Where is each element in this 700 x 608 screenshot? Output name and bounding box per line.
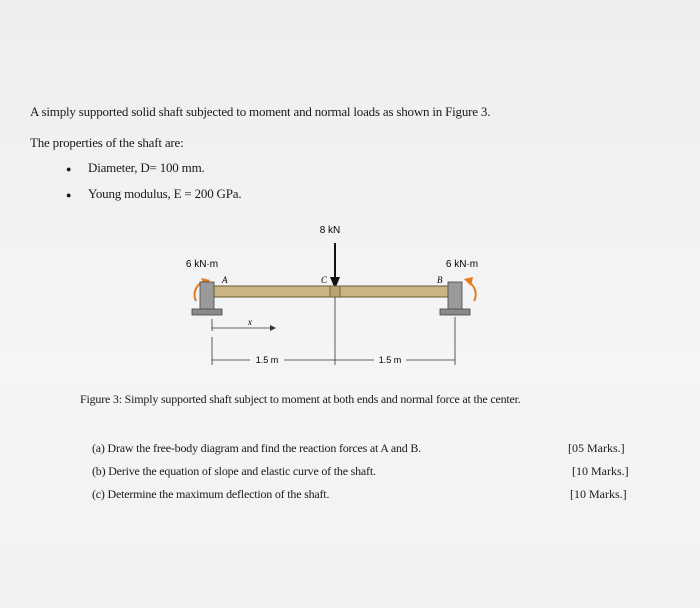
dim-right-label: 1.5 m xyxy=(378,355,402,365)
question-b: (b) Derive the equation of slope and elastic curve of the shaft. xyxy=(92,464,376,478)
right-support-post xyxy=(448,282,462,310)
question-c-marks: [10 Marks.] xyxy=(570,487,627,501)
left-support-base xyxy=(192,309,222,315)
property-young-modulus: Young modulus, E = 200 GPa. xyxy=(88,186,242,201)
point-b-label: B xyxy=(437,275,443,285)
intro-line-2: The properties of the shaft are: xyxy=(30,135,184,150)
shaft-figure xyxy=(160,215,540,375)
property-diameter: Diameter, D= 100 mm. xyxy=(88,160,205,175)
question-b-marks: [10 Marks.] xyxy=(572,464,629,478)
bullet-icon: ● xyxy=(66,190,72,200)
moment-left-label: 6 kN·m xyxy=(185,259,219,270)
question-a: (a) Draw the free-body diagram and find the reaction forces at A and B. xyxy=(92,441,421,455)
dim-left-label: 1.5 m xyxy=(255,355,279,365)
load-label: 8 kN xyxy=(319,225,341,236)
intro-line-1: A simply supported solid shaft subjected to moment and normal loads as shown in Figure 3. xyxy=(30,104,491,119)
x-dim-arrowhead xyxy=(270,325,276,331)
bullet-icon: ● xyxy=(66,164,72,174)
question-c: (c) Determine the maximum deflection of the shaft. xyxy=(92,487,330,501)
left-support-post xyxy=(200,282,214,310)
center-collar xyxy=(330,286,340,297)
figure-caption: Figure 3: Simply supported shaft subject to moment at both ends and normal force at the center. xyxy=(80,392,521,406)
moment-right-label: 6 kN·m xyxy=(445,259,479,270)
point-c-label: C xyxy=(321,275,328,285)
right-support-base xyxy=(440,309,470,315)
x-axis-label: x xyxy=(248,317,252,327)
point-a-label: A xyxy=(222,275,228,285)
question-a-marks: [05 Marks.] xyxy=(568,441,625,455)
